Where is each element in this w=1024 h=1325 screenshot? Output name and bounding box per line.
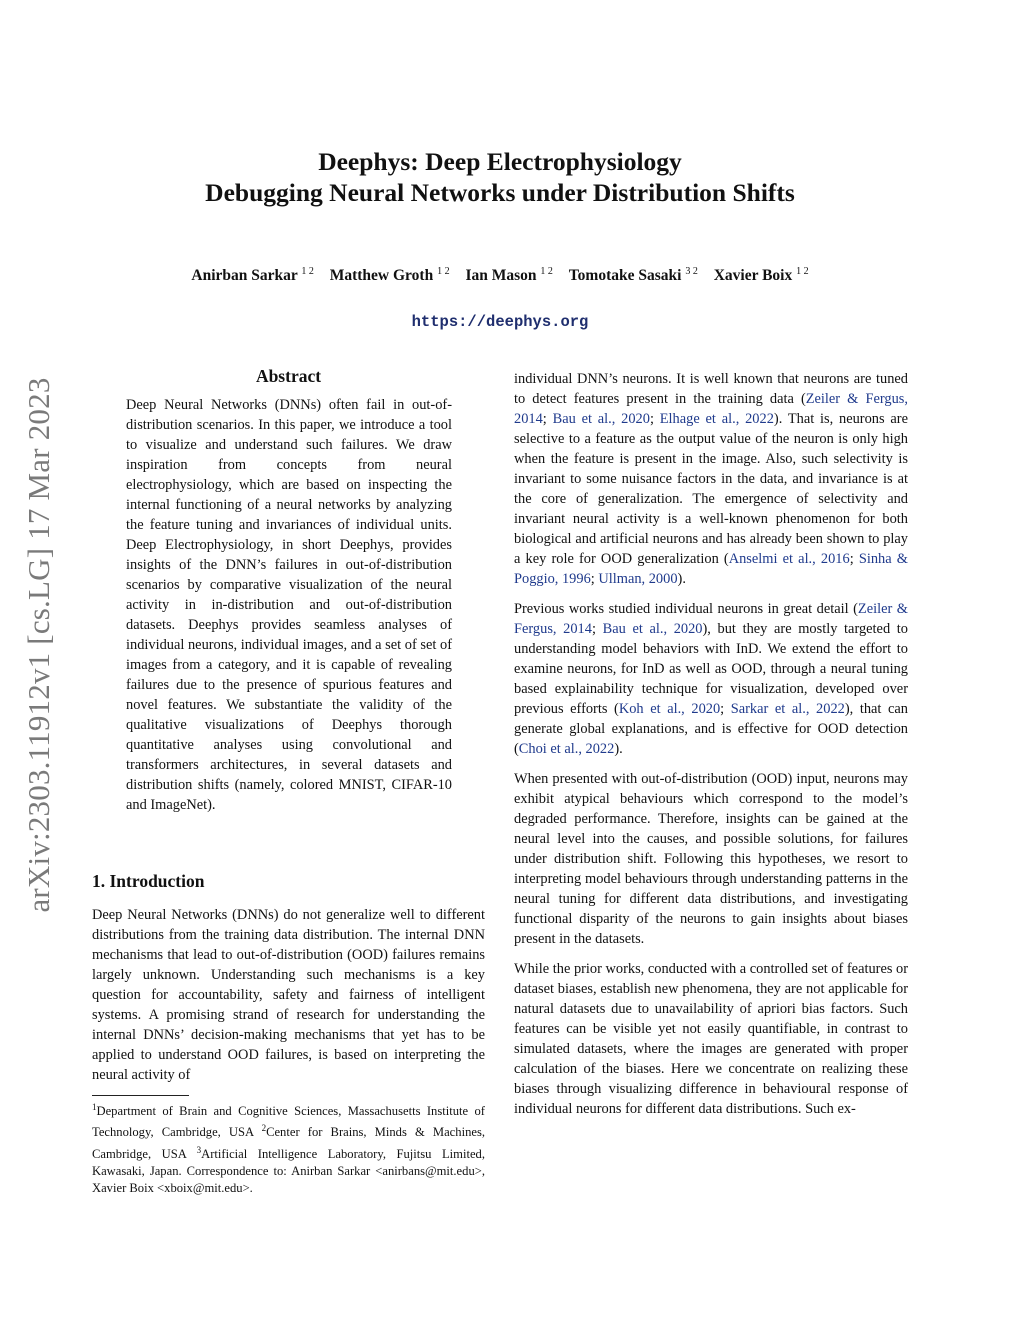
introduction-heading: 1. Introduction	[92, 871, 205, 891]
paper-title	[120, 146, 880, 208]
body-paragraph	[514, 369, 908, 589]
author-affiliation: 1 2	[796, 266, 809, 277]
arxiv-identifier-text: arXiv:2303.11912v1 [cs.LG] 17 Mar 2023	[21, 377, 56, 913]
author-affiliation: 1 2	[540, 266, 553, 277]
author	[330, 267, 450, 284]
right-column	[514, 369, 908, 1119]
citation-link[interactable]: Koh et al., 2020	[618, 701, 721, 717]
body-paragraph	[514, 599, 908, 759]
text: ;	[591, 621, 603, 637]
footnote-text: Department of Brain and Cognitive Sciences, Massachusetts Institute of Technology, Cambridge, USA	[92, 1104, 485, 1140]
citation-link[interactable]: Bau et al., 2020	[602, 621, 703, 637]
text: ). That is, neurons are selective to a feature as the output value of the neuron is only high when the feature is present in the image. Also, such selectivity is invariant to some nuisance factors in the data, and invariance is at the core of generalization. The emergence of selectivity and invariant neural activity is a well-known phenomenon for both biological and artificial neurons and has already been shown to play a key role for OOD generalization (	[514, 411, 908, 567]
text: ;	[542, 411, 553, 427]
text: Previous works studied individual neurons in great detail (	[514, 601, 858, 617]
author	[191, 267, 313, 284]
introduction-paragraph: Deep Neural Networks (DNNs) do not generalize well to different distributions from the training data distribution. The internal DNN mechanisms that lead to out-of-distribution (OOD) failures remains largely unknown. Understanding such mechanisms is a key question for accountability, safety and fairness of intelligent systems. A promising strand of research for understanding the internal DNNs’ decision-making mechanisms that yet has to be applied to understand OOD failures, is based on interpreting the neural activity of	[92, 907, 485, 1083]
introduction-body	[92, 905, 485, 1085]
footnote-text: Artificial Intelligence Laboratory, Fujitsu Limited, Kawasaki, Japan. Correspondence to: Anirban Sarkar <anirbans@mit.edu>, Xavier Boix <xboix@mit.edu>.	[92, 1146, 485, 1196]
abstract-heading: Abstract	[255, 366, 322, 386]
body-paragraph: While the prior works, conducted with a controlled set of features or dataset biases, establish new phenomena, they are not applicable for natural datasets due to unavailability of apriori bias factors. Such features can be visible yet not easily quantifiable, in contrast to simulated datasets, where the images are generated with proper calculation of the biases. Here we concentrate on realizing these biases through visualizing difference in behavioural response of individual neurons for different data distributions. Such ex-	[514, 961, 909, 1117]
title-line-1: Deephys: Deep Electrophysiology	[318, 147, 682, 176]
abstract-text: Deep Neural Networks (DNNs) often fail in out-of-distribution scenarios. In this paper, we introduce a tool to visualize and understand such failures. We draw inspiration from concepts from neural electrophysiology, which are based on inspecting the internal functioning of a neural networks by analyzing the feature tuning and invariances of individual units. Deep Electrophysiology, in short Deephys, provides insights of the DNN’s failures in out-of-distribution scenarios by comparative visualization of the neural activity in in-distribution and out-of-distribution datasets. Deephys provides seamless analyses of individual neurons, individual images, and a set of set of images from a category, and it is capable of revealing failures due to the presence of spurious features and novel features. We substantiate the validity of the qualitative visualizations of Deephys thorough quantitative analyses using convolutional and transformers architectures, in several datasets and distribution shifts (namely, colored MNIST, CIFAR-10 and ImageNet).	[126, 397, 452, 813]
footnote-marker: 2	[261, 1123, 267, 1134]
citation-link[interactable]: Sinha & Poggio, 1996	[514, 551, 908, 587]
footnote-divider	[92, 1095, 189, 1096]
footnote-marker: 1	[92, 1102, 97, 1112]
citation-link[interactable]: Zeiler & Fergus, 2014	[514, 601, 908, 637]
author-name: Ian Mason	[465, 267, 537, 285]
author	[714, 267, 809, 284]
text: ), that can generate global explanations, and is effective for OOD detection (	[514, 701, 908, 757]
text: ).	[677, 571, 686, 587]
citation-link[interactable]: Bau et al., 2020	[552, 411, 650, 427]
citation-link[interactable]: Zeiler & Fergus, 2014	[514, 391, 908, 427]
text: individual DNN’s neurons. It is well known that neurons are tuned to detect features present in the training data (	[514, 371, 908, 407]
author-name: Xavier Boix	[713, 267, 793, 285]
text: ), but they are mostly targeted to understanding model behaviors with InD. We extend the effort to examine neurons, for InD as well as OOD, through a neural tuning based explainability technique for visualization, developed over previous efforts (	[514, 621, 908, 717]
author-name: Tomotake Sasaki	[568, 267, 682, 285]
text: ;	[649, 411, 660, 427]
author-affiliation: 1 2	[301, 266, 314, 277]
author-list	[120, 266, 880, 285]
author	[569, 267, 698, 284]
body-paragraph: When presented with out-of-distribution (OOD) input, neurons may exhibit atypical behaviours which correspond to the model’s degraded performance. Therefore, insights can be gained at the neural level into the causes, and possible solutions, for failures under distribution shift. Following this hypotheses, we resort to interpreting model behaviours through understanding patterns in the neural tuning for different data distributions, and investigating functional disparity of the neurons to gain insights about biases present in the datasets.	[514, 771, 908, 947]
footnote-marker: 3	[196, 1144, 202, 1155]
citation-link[interactable]: Anselmi et al., 2016	[728, 551, 850, 567]
author-affiliation: 3 2	[685, 266, 698, 277]
text: ;	[720, 701, 731, 717]
title-line-2: Debugging Neural Networks under Distribution Shifts	[205, 178, 795, 207]
text: ).	[614, 741, 623, 757]
arxiv-identifier	[4, 350, 74, 940]
footnote-text: Center for Brains, Minds & Machines, Cambridge, USA	[92, 1125, 486, 1161]
citation-link[interactable]: Ullman, 2000	[598, 571, 678, 587]
author-affiliation: 1 2	[437, 266, 450, 277]
text: ;	[849, 551, 859, 567]
citation-link[interactable]: Sarkar et al., 2022	[730, 701, 845, 717]
author-name: Matthew Groth	[329, 267, 434, 285]
author-name: Anirban Sarkar	[191, 267, 298, 285]
citation-link[interactable]: Elhage et al., 2022	[659, 411, 774, 427]
project-url-link[interactable]: https://deephys.org	[411, 313, 589, 331]
text: ;	[590, 571, 599, 587]
citation-link[interactable]: Choi et al., 2022	[518, 741, 615, 757]
affiliation-footnote	[92, 1099, 485, 1198]
author	[465, 267, 552, 284]
